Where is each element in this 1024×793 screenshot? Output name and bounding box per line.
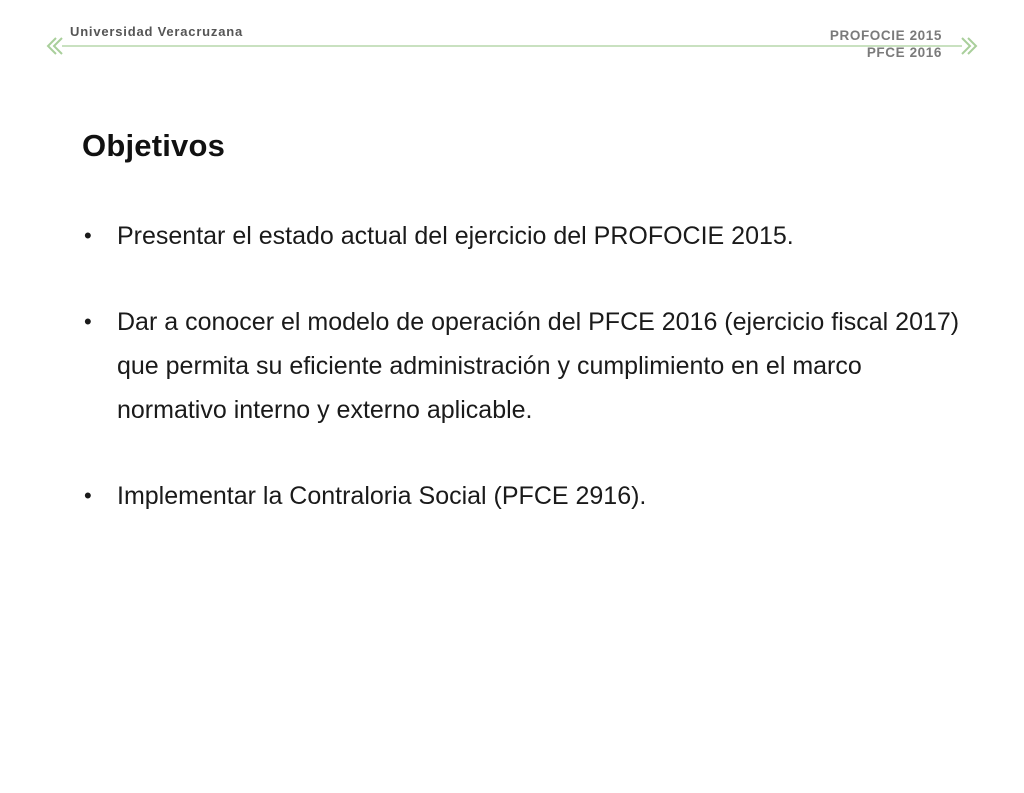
bullet-icon: • (84, 483, 92, 508)
left-chevron-inner-icon (54, 38, 62, 54)
objective-item-1 (82, 214, 962, 258)
university-name: Universidad Veracruzana (70, 24, 244, 39)
objective-text-3: Implementar la Contraloria Social (PFCE 2916). (117, 482, 647, 510)
program-line-2: PFCE 2016 (866, 45, 942, 60)
objective-item-3 (82, 474, 962, 518)
objective-item-2 (82, 300, 962, 432)
bullet-icon: • (84, 223, 92, 248)
program-line-1: PROFOCIE 2015 (829, 28, 942, 43)
objectives-list (82, 214, 962, 560)
objective-text-1: Presentar el estado actual del ejercicio del PROFOCIE 2015. (117, 222, 794, 250)
slide-title: Objetivos (82, 128, 226, 163)
right-chevron-icon (962, 38, 970, 54)
program-label (830, 27, 942, 61)
objective-text-2: Dar a conocer el modelo de operación del PFCE 2016 (ejercicio fiscal 2017) que permita su eficiente administración y cumplimiento en el marco normativo interno y externo aplicable. (117, 308, 960, 424)
bullet-icon: • (84, 309, 92, 334)
